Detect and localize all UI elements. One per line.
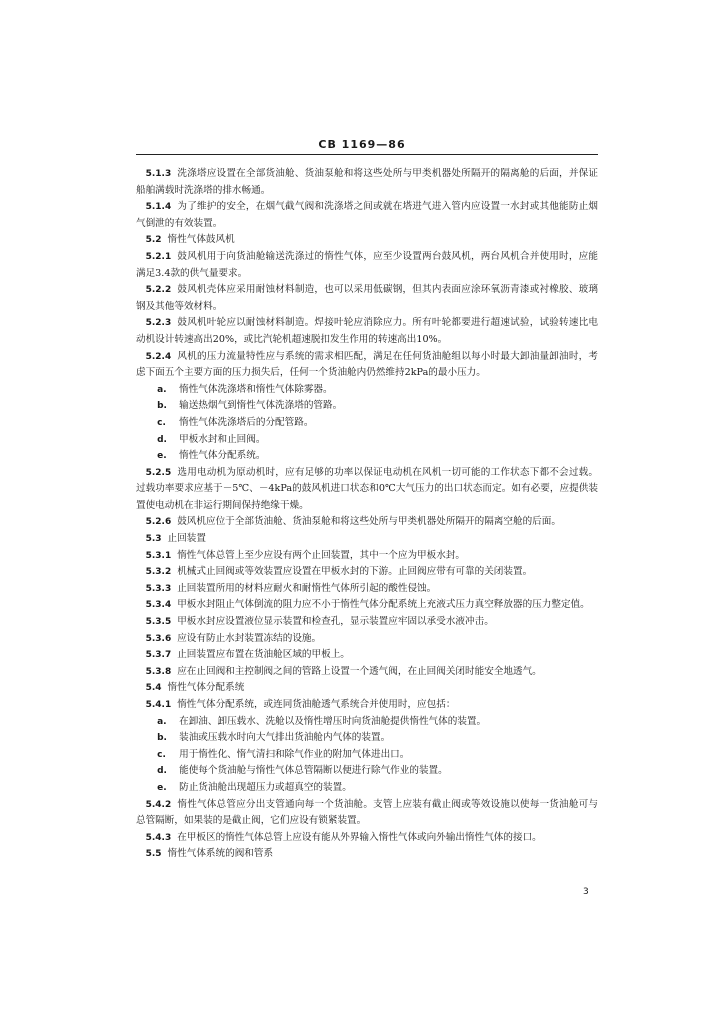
clause-text: 止回装置 <box>167 533 206 545</box>
section-5-1-5-2 <box>136 166 598 382</box>
clause-number: 5.4.1 <box>145 700 172 710</box>
clause-paragraph <box>136 166 598 199</box>
clause-text: 甲板水封阻止气体倒流的阻力应不小于惰性气体分配系统上充液式压力真空释放器的压力整定值。 <box>177 599 590 611</box>
clause-number: 5.3.2 <box>145 567 172 578</box>
clause-paragraph <box>136 249 598 282</box>
clause-text: 洗涤塔应设置在全部货油舱、货油泵舱和将这些处所与甲类机器处所隔开的隔离舱的后面，并保证船舶满载时洗涤塔的排水畅通。 <box>136 168 598 196</box>
clause-number: 5.4.3 <box>145 832 172 843</box>
clause-text: 惰性气体分配系统 <box>167 682 245 694</box>
clause-text: 应设有防止水封装置冻结的设施。 <box>177 632 322 644</box>
list-item-text: 用于惰性化、惰气清扫和除气作业的附加气体进出口。 <box>179 748 410 760</box>
clause-number: 5.3.1 <box>145 550 172 561</box>
clause-text: 鼓风机壳体应采用耐蚀材料制造，也可以采用低碳钢，但其内表面应涂环氧沥青漆或衬橡胶、玻璃钢及其他等效材料。 <box>136 284 598 312</box>
clause-number: 5.3 <box>145 534 162 545</box>
clause-paragraph <box>136 199 598 232</box>
list-item <box>136 448 598 465</box>
clause-paragraph <box>136 846 598 863</box>
list-item <box>136 415 598 432</box>
clause-number: 5.2.4 <box>145 351 172 362</box>
clause-number: 5.1.3 <box>145 169 172 179</box>
list-item <box>136 382 598 399</box>
clause-paragraph <box>136 647 598 664</box>
clause-number: 5.2.3 <box>145 318 172 329</box>
clause-text: 机械式止回阀或等效装置应设置在甲板水封的下游。止回阀应带有可靠的关闭装置。 <box>177 566 533 578</box>
list-item-letter: e. <box>157 782 167 793</box>
list-item-text: 装油或压载水时向大气排出货油舱内气体的装置。 <box>179 732 391 744</box>
clause-number: 5.3.6 <box>145 633 172 644</box>
section-5-2-5-5-4 <box>136 465 598 714</box>
clause-number: 5.2 <box>145 235 162 246</box>
clause-text: 在甲板区的惰性气体总管上应设有能从外界输入惰性气体或向外输出惰性气体的接口。 <box>177 831 542 843</box>
clause-text: 惰性气体总管上至少应设有两个止回装置，其中一个应为甲板水封。 <box>177 549 466 561</box>
clause-number: 5.3.8 <box>145 666 172 677</box>
clause-text: 惰性气体分配系统，或连同货油舱透气系统合并使用时，应包括： <box>177 699 456 710</box>
list-item-text: 能使每个货油舱与惰性气体总管隔断以便进行除气作业的装置。 <box>179 765 448 777</box>
clause-text: 止回装置所用的材料应耐火和耐惰性气体所引起的酸性侵蚀。 <box>177 582 437 594</box>
list-item-text: 输送热烟气到惰性气体洗涤塔的管路。 <box>179 400 343 412</box>
clause-paragraph <box>136 315 598 348</box>
clause-text: 惰性气体总管应分出支管通向每一个货油舱。支管上应装有截止阀或等效设施以使每一货油舱可与总管隔断，如果装的是截止阀，它们应设有锁紧装置。 <box>136 798 598 827</box>
clause-number: 5.3.3 <box>145 583 172 594</box>
clause-number: 5.3.7 <box>145 650 172 661</box>
clause-number: 5.1.4 <box>145 202 172 213</box>
list-item-letter: b. <box>157 733 167 744</box>
clause-number: 5.2.1 <box>145 251 172 262</box>
list-item-letter: e. <box>157 451 167 462</box>
list-item <box>136 730 598 747</box>
clause-paragraph <box>136 232 598 249</box>
clause-paragraph <box>136 664 598 681</box>
list-item-text: 在卸油、卸压载水、洗舱以及惰性增压时向货油舱提供惰性气体的装置。 <box>179 715 487 727</box>
list-item <box>136 714 598 731</box>
clause-paragraph <box>136 531 598 548</box>
list-item-text: 惰性气体分配系统。 <box>179 450 266 462</box>
clause-paragraph <box>136 830 598 847</box>
document-body <box>136 166 598 863</box>
clause-paragraph <box>136 514 598 531</box>
clause-text: 惰性气体鼓风机 <box>167 234 235 246</box>
clause-text: 甲板水封应设置液位显示装置和检查孔，显示装置应牢固以承受水液冲击。 <box>177 616 494 628</box>
section-5-4-5-5 <box>136 797 598 863</box>
clause-paragraph <box>136 548 598 565</box>
list-item <box>136 747 598 764</box>
list-item-letter: d. <box>157 766 167 777</box>
page-header: CB 1169—86 <box>318 138 406 151</box>
list-item <box>136 780 598 797</box>
clause-paragraph <box>136 465 598 515</box>
clause-paragraph <box>136 564 598 581</box>
clause-text: 止回装置应布置在货油舱区域的甲板上。 <box>177 649 350 661</box>
clause-paragraph <box>136 349 598 382</box>
list-item-text: 甲板水封和止回阀。 <box>179 433 266 445</box>
pressure-loss-list <box>136 382 598 465</box>
clause-text: 惰性气体系统的阀和管系 <box>167 848 274 860</box>
clause-text: 应在止回阀和主控制阀之间的管路上设置一个透气阀，在止回阀关闭时能安全地透气。 <box>177 665 542 677</box>
list-item-letter: c. <box>157 417 166 428</box>
clause-text: 鼓风机用于向货油舱输送洗涤过的惰性气体，应至少设置两台鼓风机，两台风机合并使用时，应能满足3.4款的供气量要求。 <box>136 250 598 279</box>
list-item-letter: a. <box>157 716 167 727</box>
clause-number: 5.4 <box>145 683 162 694</box>
distribution-system-list <box>136 714 598 797</box>
clause-paragraph <box>136 581 598 598</box>
clause-text: 鼓风机应位于全部货油舱、货油泵舱和将这些处所与甲类机器处所隔开的隔离空舱的后面。 <box>177 516 561 528</box>
clause-paragraph <box>136 282 598 315</box>
clause-paragraph <box>136 631 598 648</box>
list-item-letter: c. <box>157 749 166 760</box>
list-item-letter: b. <box>157 401 167 412</box>
list-item-letter: a. <box>157 384 167 395</box>
clause-paragraph <box>136 597 598 614</box>
clause-number: 5.3.4 <box>145 600 172 611</box>
list-item <box>136 432 598 449</box>
list-item-text: 惰性气体洗涤塔和惰性气体除雾器。 <box>179 383 333 395</box>
page-number: 3 <box>583 887 589 897</box>
clause-paragraph <box>136 614 598 631</box>
clause-number: 5.3.5 <box>145 617 172 628</box>
clause-text: 为了维护的安全，在烟气截气阀和洗涤塔之间或就在塔进气进入管内应设置一水封或其他能防止烟气倒泄的有效装置。 <box>136 201 598 229</box>
clause-paragraph <box>136 697 598 714</box>
clause-paragraph <box>136 680 598 697</box>
clause-number: 5.2.5 <box>145 467 172 478</box>
clause-number: 5.2.2 <box>145 285 172 296</box>
clause-text: 鼓风机叶轮应以耐蚀材料制造。焊接叶轮应消除应力。所有叶轮都要进行超速试验，试验转速比电动机设计转速高出20%，或比汽轮机超速脱扣发生作用的转速高出10%。 <box>136 317 598 345</box>
list-item-text: 惰性气体洗涤塔后的分配管路。 <box>179 416 314 428</box>
clause-number: 5.4.2 <box>145 799 172 810</box>
list-item-letter: d. <box>157 434 167 445</box>
clause-number: 5.5 <box>145 849 162 860</box>
clause-number: 5.2.6 <box>145 517 172 528</box>
clause-paragraph <box>136 797 598 830</box>
header-rule <box>136 154 598 155</box>
list-item-text: 防止货油舱出现超压力或超真空的装置。 <box>179 781 352 793</box>
clause-text: 选用电动机为原动机时，应有足够的功率以保证电动机在风机一切可能的工作状态下都不会过载。过载功率要求应基于－5℃、－4kPa的鼓风机进口状态和0℃大气压力的出口状态而定。如有必要，应提供装置使电动机在非运行期间保持绝缘干燥。 <box>136 466 598 511</box>
list-item <box>136 398 598 415</box>
list-item <box>136 763 598 780</box>
clause-text: 风机的压力流量特性应与系统的需求相匹配，满足在任何货油舱组以每小时最大卸油量卸油时，考虑下面五个主要方面的压力损失后，任何一个货油舱内仍然维持2kPa的最小压力。 <box>136 350 598 379</box>
